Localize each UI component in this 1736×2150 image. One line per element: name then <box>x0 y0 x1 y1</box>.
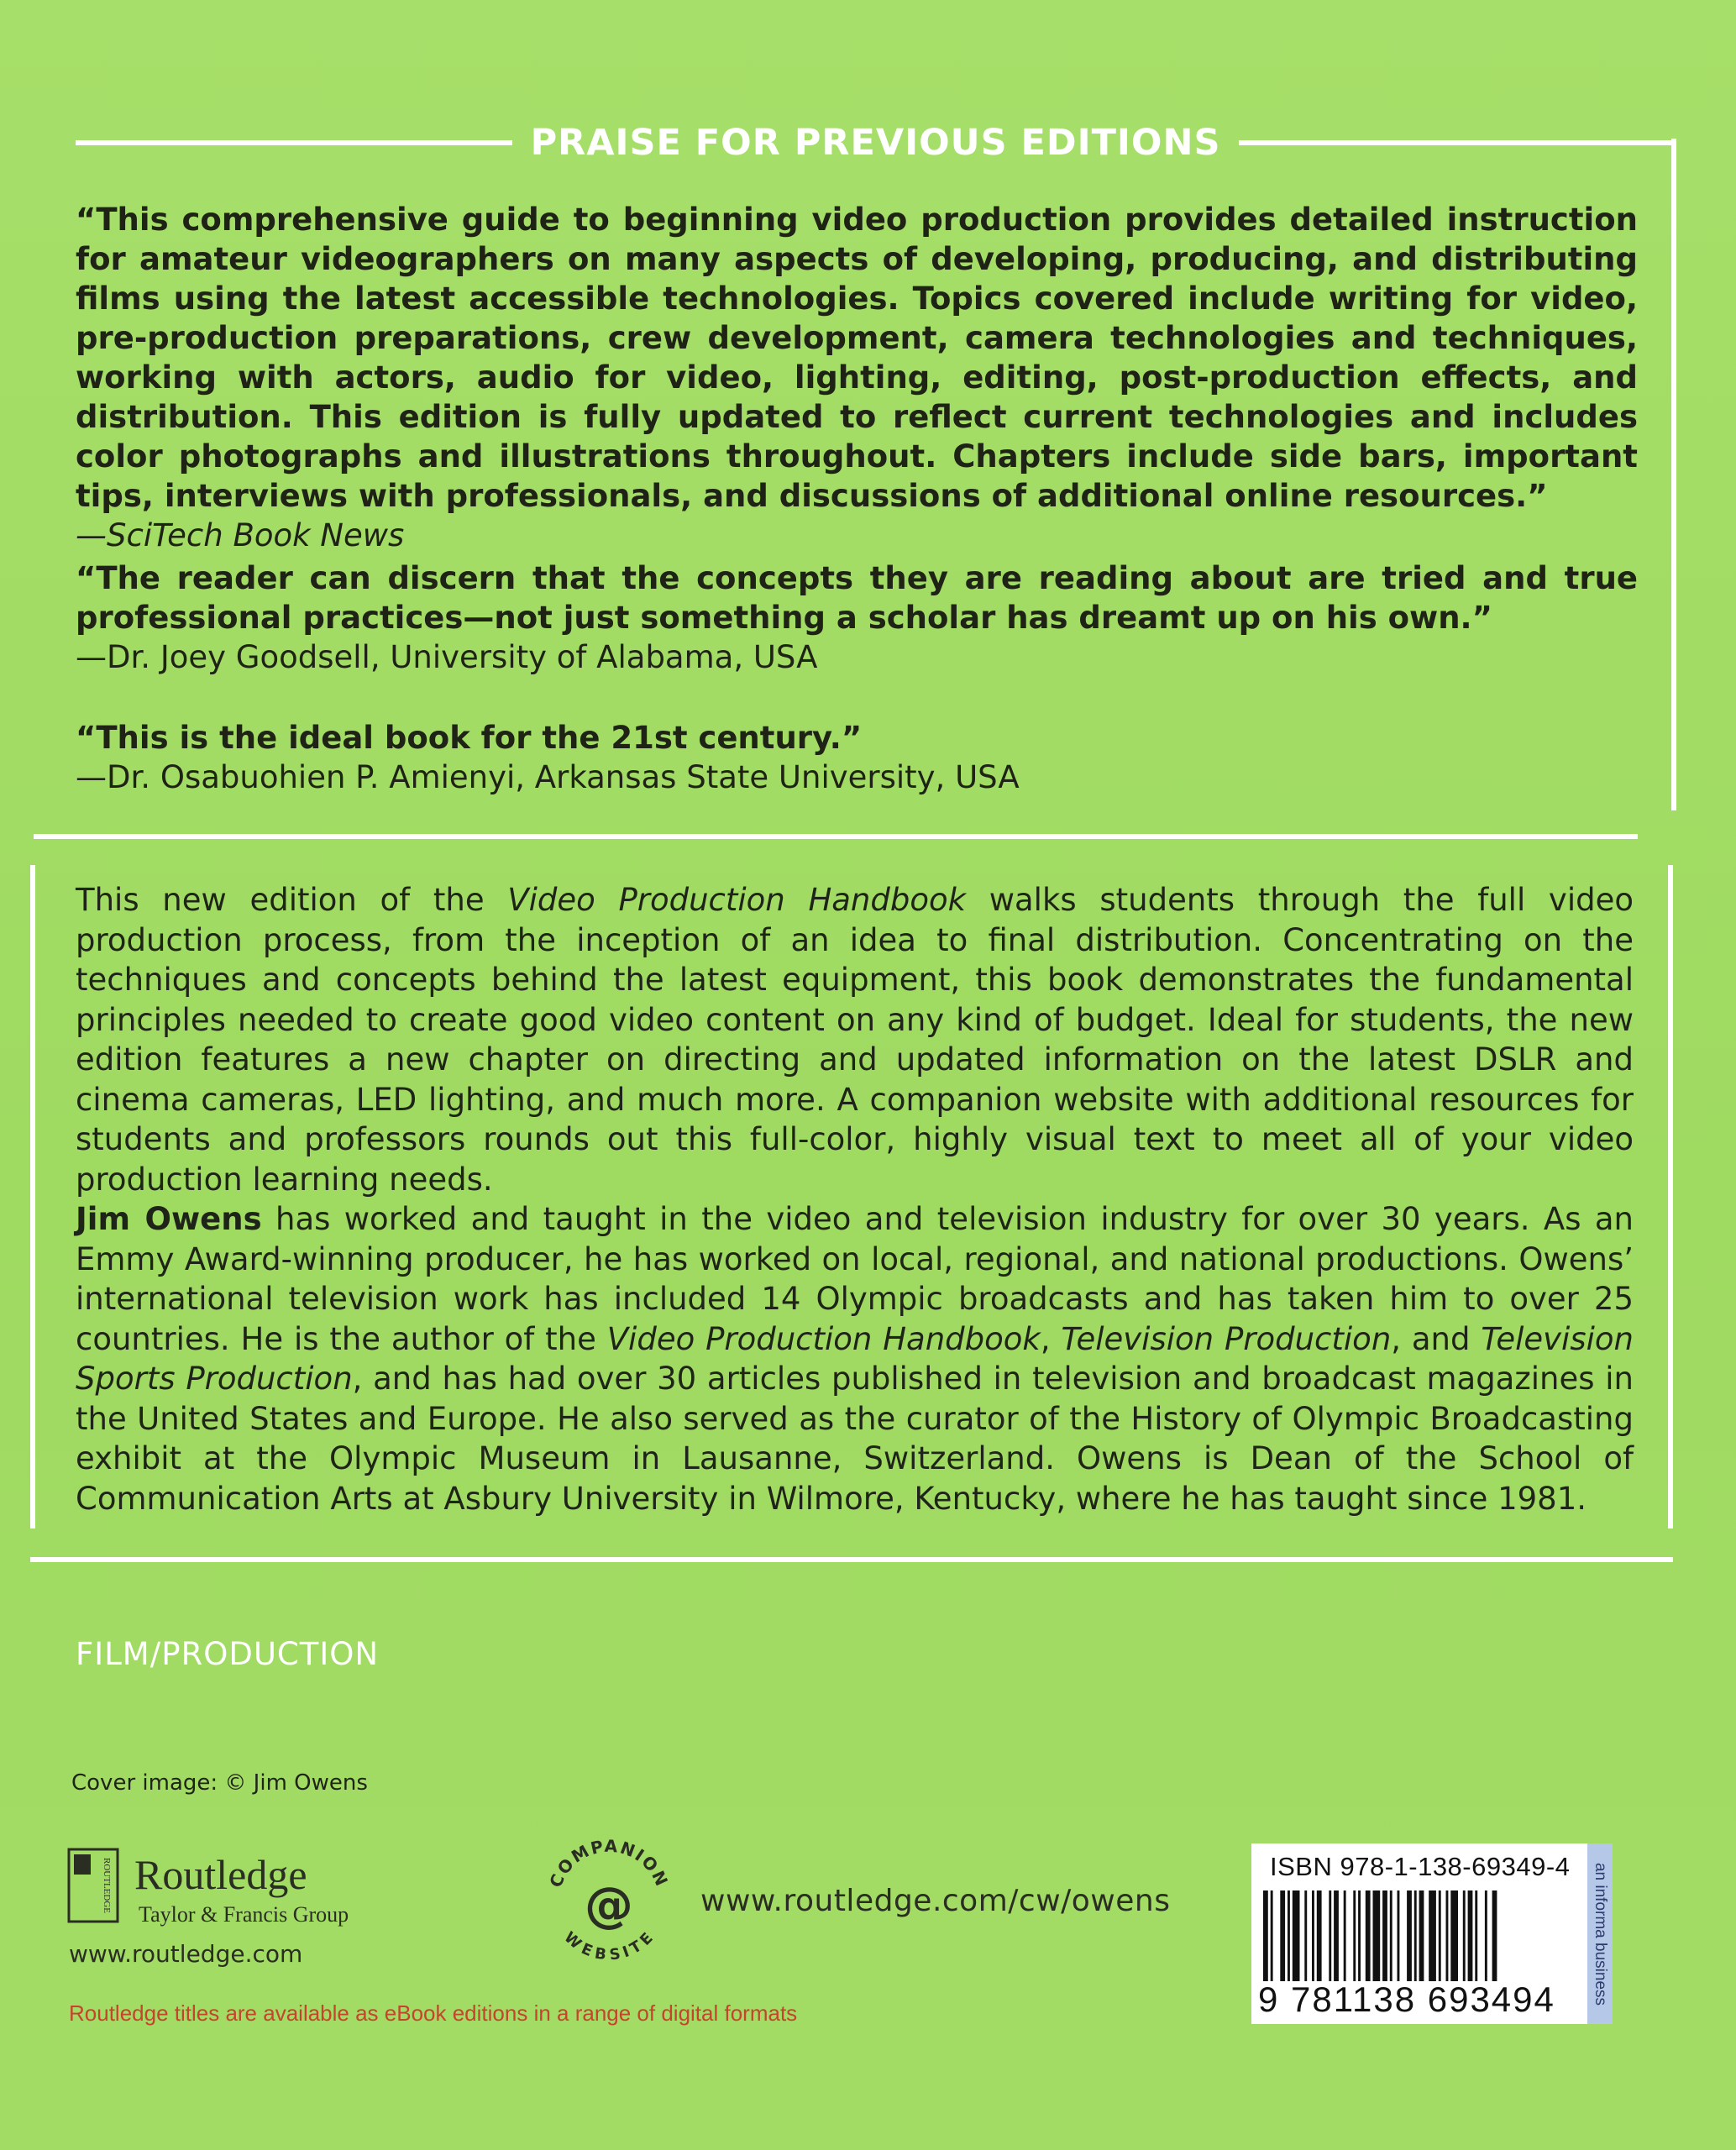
barcode-bars <box>1260 1890 1579 1981</box>
praise-quote-2 <box>76 558 1638 677</box>
barcode-bar <box>1398 1890 1400 1981</box>
book-title: Video Production Handbook <box>507 882 967 918</box>
barcode-bar <box>1358 1890 1361 1981</box>
praise-header <box>76 118 1676 168</box>
bio-text: , and has had over 30 articles published in television and broadcast magazines in the United States and Europe. He also served as the curator of the History of Olympic Broadcasting exhibit at the Olympic Museum in Lausanne, Switzerland. Owens is Dean of the School of Communication Arts at Asbury University in Wilmore, Kentucky, where he has taught since 1981. <box>76 1361 1634 1517</box>
author-bio <box>76 1199 1634 1518</box>
barcode-bar <box>1353 1890 1356 1981</box>
ebook-note: Routledge titles are available as eBook editions in a range of digital formats <box>69 2001 798 2026</box>
barcode-bar <box>1439 1890 1441 1981</box>
barcode-bar <box>1263 1890 1268 1981</box>
book-title: Video Production Handbook <box>606 1320 1041 1357</box>
informa-label: an informa business <box>1592 1862 1609 2006</box>
barcode-bar <box>1446 1890 1449 1981</box>
praise-frame-right <box>1671 139 1676 810</box>
barcode-bar <box>1373 1890 1381 1981</box>
description-text: This new edition of the <box>76 882 508 918</box>
barcode-bar <box>1429 1890 1436 1981</box>
barcode-bar <box>1468 1890 1473 1981</box>
barcode-bar <box>1407 1890 1412 1981</box>
barcode-bar <box>1366 1890 1371 1981</box>
quote-attribution: —SciTech Book News <box>76 517 405 553</box>
badge-top-text: COMPANION <box>545 1835 673 1890</box>
barcode-box <box>1251 1843 1587 2024</box>
description-text: walks students through the full video production process, from the inception of an idea to final distribution. Concentrating on the techniques and concepts behind the latest equipment, this book demonstrates the fundamental principles needed to create good video content on any kind of budget. Ideal for students, the new edition features a new chapter on directing and updated information on the latest DSLR and cinema cameras, LED lighting, and much more. A companion website with additional resources for students and professors rounds out this full-color, highly visual text to meet all of your video production learning needs. <box>76 882 1634 1198</box>
logo-wordmark: ROUTLEDGE <box>102 1858 112 1913</box>
praise-quote-1 <box>76 200 1638 555</box>
praise-heading: PRAISE FOR PREVIOUS EDITIONS <box>530 122 1221 164</box>
cover-credit: Cover image: © Jim Owens <box>71 1770 368 1796</box>
quote-attribution: —Dr. Osabuohien P. Amienyi, Arkansas State University, USA <box>76 759 1020 795</box>
desc-frame-bottom <box>30 1557 1673 1562</box>
book-description <box>76 880 1634 1199</box>
publisher-url[interactable]: www.routledge.com <box>69 1940 303 1968</box>
quote-text: “This comprehensive guide to beginning video production provides detailed instruction for amateur videographers on many aspects of developing, producing, and distributing films using the latest accessible technologies. Topics covered include writing for video, pre-production preparations, crew development, camera technologies and techniques, working with actors, audio for video, lighting, editing, post-production effects, and distribution. This edition is fully updated to reflect current technologies and includes color photographs and illustrations throughout. Chapters include side bars, important tips, interviews with professionals, and discussions of additional online resources.” <box>76 202 1638 514</box>
barcode-bar <box>1450 1890 1458 1981</box>
isbn-label: ISBN 978-1-138-69349-4 <box>1270 1852 1571 1881</box>
barcode-bar <box>1317 1890 1322 1981</box>
praise-rule-right <box>1239 140 1676 145</box>
barcode-bar <box>1271 1890 1273 1981</box>
barcode-bar <box>1382 1890 1387 1981</box>
bio-text: , and <box>1391 1320 1482 1357</box>
barcode-digits: 9 781138 693494 <box>1258 1980 1555 2019</box>
barcode-bar <box>1334 1890 1339 1981</box>
barcode-bar <box>1463 1890 1466 1981</box>
book-title: Television Production <box>1061 1320 1392 1357</box>
barcode-bar <box>1390 1890 1392 1981</box>
category-label: FILM/PRODUCTION <box>76 1636 380 1672</box>
publisher-name: Routledge <box>134 1851 307 1898</box>
barcode-bar <box>1312 1890 1314 1981</box>
barcode-bar <box>1280 1890 1285 1981</box>
barcode-bar <box>1485 1890 1487 1981</box>
author-name: Jim Owens <box>76 1201 262 1237</box>
badge-bottom-text: WEBSITE <box>560 1927 658 1964</box>
bio-text: , <box>1040 1320 1062 1357</box>
desc-frame-left <box>30 865 35 1529</box>
routledge-logo-icon <box>67 1848 119 1923</box>
praise-frame-bottom <box>34 834 1638 839</box>
barcode-bar <box>1492 1890 1497 1981</box>
bio-text: has worked and taught in the video and television industry for over 30 years. As an Emmy Award-winning producer, he has worked on local, regional, and national productions. Owens’ international television work has included 14 Olympic broadcasts and has taken him to over 25 countries. He is the author of the <box>76 1201 1634 1357</box>
barcode-bar <box>1288 1890 1290 1981</box>
quote-text: “The reader can discern that the concepts they are reading about are tried and true professional practices—not just something a scholar has dreamt up on his own.” <box>76 560 1638 636</box>
informa-strip <box>1587 1843 1613 2024</box>
book-title: Television Sports Production <box>76 1320 1634 1397</box>
barcode-bar <box>1304 1890 1307 1981</box>
barcode-bar <box>1329 1890 1331 1981</box>
svg-text:WEBSITE <box>560 1928 658 1964</box>
companion-website-badge-icon <box>538 1831 680 1974</box>
publisher-group: Taylor & Francis Group <box>139 1902 349 1927</box>
barcode-bar <box>1419 1890 1424 1981</box>
praise-rule-left <box>76 140 512 145</box>
barcode-bar <box>1414 1890 1417 1981</box>
barcode-bar <box>1344 1890 1346 1981</box>
desc-frame-right <box>1668 865 1673 1529</box>
barcode-bar <box>1475 1890 1477 1981</box>
at-symbol: @ <box>585 1876 633 1933</box>
praise-quote-3 <box>76 718 1638 797</box>
companion-url[interactable]: www.routledge.com/cw/owens <box>700 1884 1171 1918</box>
barcode-bar <box>1293 1890 1300 1981</box>
quote-attribution: —Dr. Joey Goodsell, University of Alabama, USA <box>76 639 818 675</box>
quote-text: “This is the ideal book for the 21st century.” <box>76 720 863 756</box>
